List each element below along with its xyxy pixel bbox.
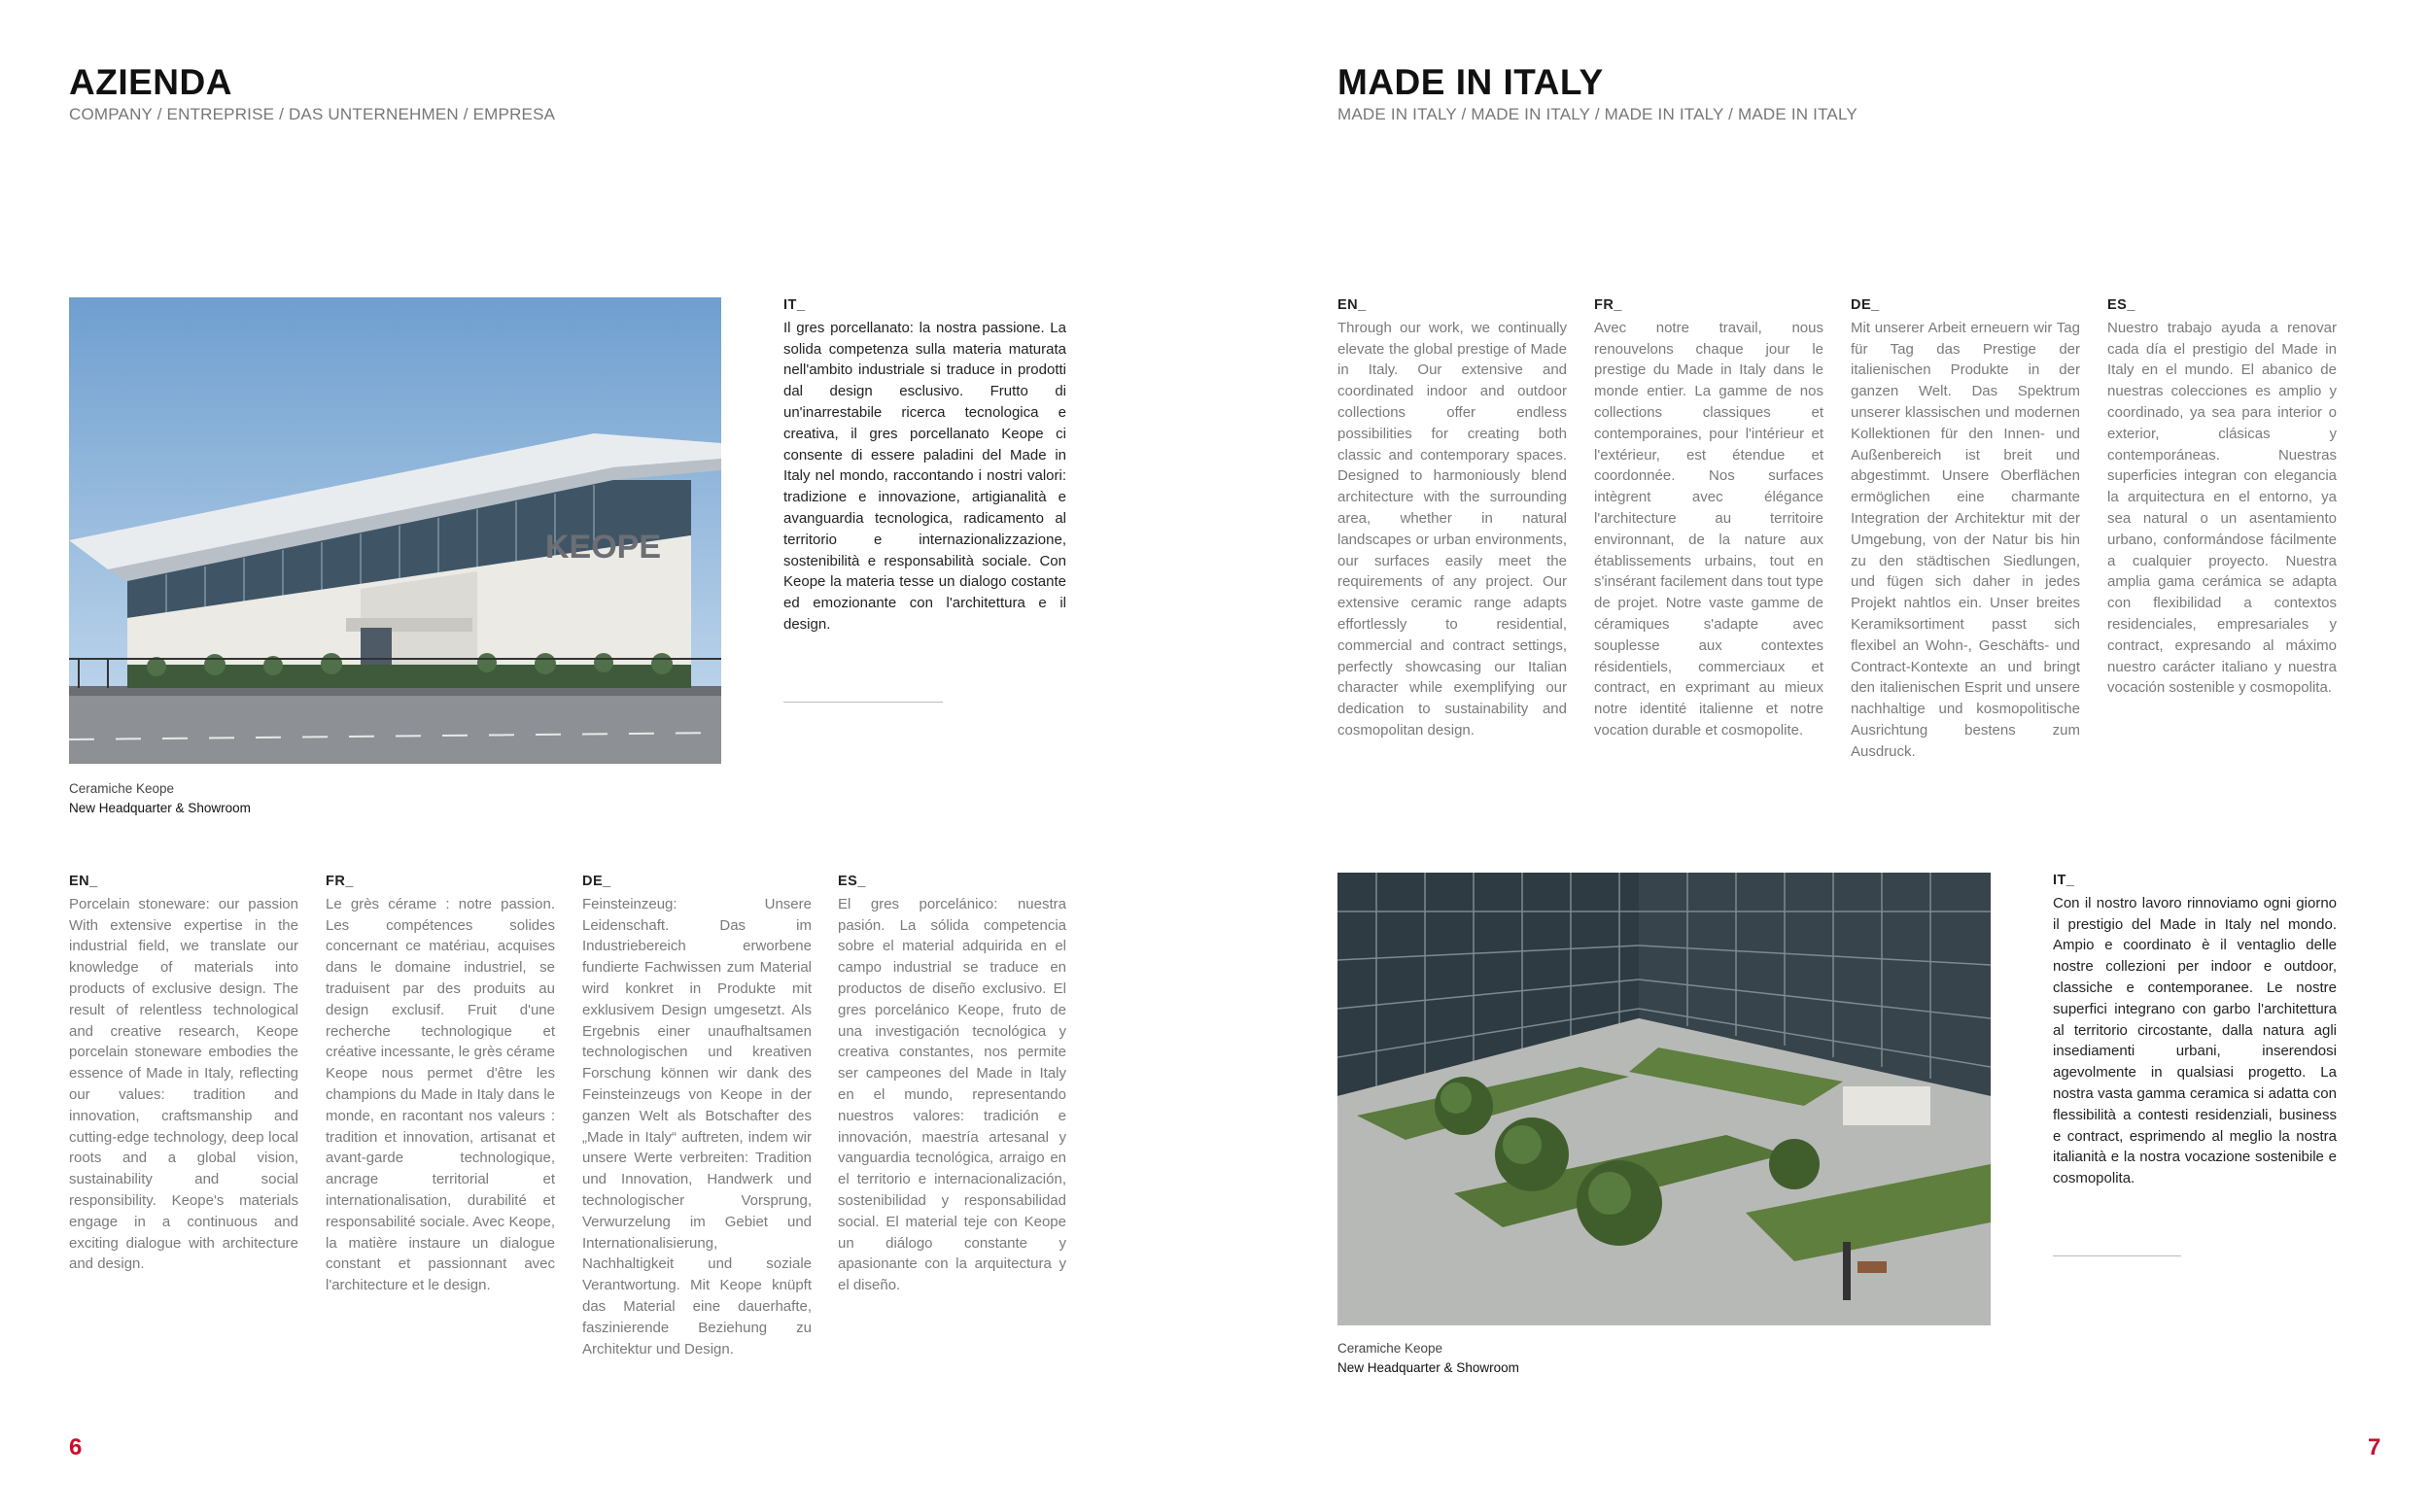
divider-line-left xyxy=(783,702,943,703)
paragraph-es: El gres porcelánico: nuestra pasión. La sólida competencia sobre el material adquirida en el campo industrial se traduce en productos de diseño exclusivo. El gres porcelánico Keope, fruto de una investigación tecnológica y creativa constantes, nos permite ser campeones del Made in Italy en el mundo, representando nuestros valores: tradición e innovación, maestría artesanal y vanguardia tecnológica, arraigo en el territorio e internacionalización, sostenibilidad y responsabilidad social. El material teje con Keope un diálogo constante y apasionante con la arquitectura y el diseño. xyxy=(838,895,1066,1294)
page-number-left: 6 xyxy=(69,1434,83,1460)
language-label-it: IT_ xyxy=(783,297,806,313)
courtyard-photo xyxy=(1337,873,1991,1325)
text-block-fr-left xyxy=(326,872,555,1296)
paragraph-it: Con il nostro lavoro rinnoviamo ogni giorno il prestigio del Made in Italy nel mondo. Ampio e coordinato è il ventaglio delle nostre collezioni per indoor e outdoor, classiche e contemporanee. Le nostre superfici integrano con garbo l'architettura al territorio circostante, dalla natura agli insediamenti urbani, inserendosi agevolmente in qualsiasi progetto. La nostra vasta gamma ceramica si adatta con flessibilità a contesti residenziali, business e contract, esprimendo al meglio la nostra italianità e la nostra vocazione sostenibile e cosmopolita. xyxy=(2053,894,2337,1187)
paragraph-de: Feinsteinzeug: Unsere Leidenschaft. Das im Industriebereich erworbene fundierte Fachwissen zum Material wird konkret in Produkte mit exklusivem Design umgesetzt. Als Ergebnis einer unaufhaltsamen technologischen und kreativen Forschung können wir dank des Feinsteinzeugs von Keope in der ganzen Welt als Botschafter des „Made in Italy“ auftreten, indem wir unsere Werte verbreiten: Tradition und Innovation, Handwerk und technologischer Vorsprung, Verwurzelung im Gebiet und Internationalisierung, Nachhaltigkeit und soziale Verantwortung. Mit Keope knüpft das Material eine dauerhafte, faszinierende Beziehung zu Architektur und Design. xyxy=(582,895,812,1357)
headquarters-photo xyxy=(69,297,721,764)
language-label-de: DE_ xyxy=(1851,297,1880,313)
page-number-right: 7 xyxy=(2368,1434,2381,1460)
page-title-azienda: AZIENDA xyxy=(69,62,232,102)
page-subtitle-company: COMPANY / ENTREPRISE / DAS UNTERNEHMEN / EMPRESA xyxy=(69,105,556,123)
language-label-fr: FR_ xyxy=(1594,297,1622,313)
text-block-es-right xyxy=(2107,295,2337,699)
paragraph-fr: Le grès cérame : notre passion. Les compétences solides concernant ce matériau, acquises dans le domaine industriel, se traduisent par des produits au design exclusif. Fruit d'une recherche technologique et créative incessante, le grès cérame Keope nous permet d'être les champions du Made in Italy dans le monde, en racontant nos valeurs : tradition et innovation, artisanat et avant-garde technologique, ancrage territorial et internationalisation, durabilité et responsabilité sociale. Avec Keope, la matière instaure un dialogue constant et passionnant avec l'architecture et le design. xyxy=(326,895,555,1294)
language-label-en: EN_ xyxy=(69,874,98,889)
text-block-de-left xyxy=(582,872,812,1359)
language-label-es: ES_ xyxy=(838,874,866,889)
language-label-en: EN_ xyxy=(1337,297,1367,313)
page-title-made-in-italy: MADE IN ITALY xyxy=(1337,62,1604,102)
photo-caption-left xyxy=(69,779,251,818)
language-label-es: ES_ xyxy=(2107,297,2135,313)
paragraph-de: Mit unserer Arbeit erneuern wir Tag für Tag das Prestige der italienischen Produkte in der ganzen Welt. Das Spektrum unserer klassischen und modernen Kollektionen für den Innen- und Außenbereich ist breit und abgestimmt. Unsere Oberflächen ermöglichen eine charmante Integration der Architektur mit der Umgebung, von der Natur bis hin zu den städtischen Siedlungen, und fügen sich daher in jedes Projekt nahtlos ein. Unser breites Keramiksortiment passt sich flexibel an Wohn-, Geschäfts- und Contract-Kontexte an und bringt den italienischen Esprit und unsere nachhaltige und kosmopolitische Ausrichtung bestens zum Ausdruck. xyxy=(1851,319,2080,760)
photo-caption-right xyxy=(1337,1339,1519,1378)
text-block-it-right xyxy=(2053,871,2337,1189)
text-block-en-right xyxy=(1337,295,1567,741)
language-label-de: DE_ xyxy=(582,874,611,889)
caption-building-name: New Headquarter & Showroom xyxy=(1337,1360,1519,1375)
paragraph-en: Porcelain stoneware: our passion With extensive expertise in the industrial field, we translate our knowledge of materials into products of exclusive design. The result of relentless technological and creative research, Keope porcelain stoneware embodies the essence of Made in Italy, reflecting our values: tradition and innovation, craftsmanship and cutting-edge technology, deep local roots and a global vision, sustainability and social responsibility. Keope's materials engage in a continuous and exciting dialogue with architecture and design. xyxy=(69,895,298,1273)
paragraph-it: Il gres porcellanato: la nostra passione. La solida competenza sulla materia maturata nell'ambito industriale si traduce in prodotti dal design esclusivo. Frutto di un'inarrestabile ricerca tecnologica e creativa, il gres porcellanato Keope ci consente di essere paladini del Made in Italy nel mondo, raccontando i nostri valori: tradizione e innovazione, artigianalità e avanguardia tecnologica, radicamento al territorio e internazionalizzazione, sostenibilità e responsabilità sociale. Con Keope la materia tesse un dialogo costante ed emozionante con l'architettura e il design. xyxy=(783,319,1066,633)
text-block-it-left xyxy=(783,295,1066,636)
paragraph-en: Through our work, we continually elevate the global prestige of Made in Italy. Our extensive and coordinated indoor and outdoor collections offer endless possibilities for creating both classic and contemporary spaces. Designed to harmoniously blend architecture with the surrounding area, whether in natural landscapes or urban environments, our surfaces easily meet the requirements of any project. Our extensive ceramic range adapts effortlessly to residential, commercial and contract settings, perfectly showcasing our Italian character while exemplifying our dedication to sustainability and cosmopolitan design. xyxy=(1337,319,1567,739)
page-subtitle-made-in-italy: MADE IN ITALY / MADE IN ITALY / MADE IN ITALY / MADE IN ITALY xyxy=(1337,105,1857,123)
caption-company-name: Ceramiche Keope xyxy=(1337,1341,1443,1356)
caption-company-name: Ceramiche Keope xyxy=(69,781,175,796)
language-label-it: IT_ xyxy=(2053,873,2075,888)
caption-building-name: New Headquarter & Showroom xyxy=(69,801,251,815)
text-block-en-left xyxy=(69,872,298,1275)
text-block-de-right xyxy=(1851,295,2080,763)
text-block-es-left xyxy=(838,872,1066,1296)
divider-line-right xyxy=(2053,1255,2181,1256)
keope-building-sign: KEOPE xyxy=(545,529,662,566)
language-label-fr: FR_ xyxy=(326,874,354,889)
paragraph-fr: Avec notre travail, nous renouvelons chaque jour le prestige du Made in Italy dans le monde entier. La gamme de nos collections classiques et contemporaines, pour l'intérieur et l'extérieur, est étendue et coordonnée. Nos surfaces intègrent avec élégance l'architecture au territoire environnant, de la nature aux établissements urbains, tout en s'insérant facilement dans tout type de projet. Notre vaste gamme de céramiques s'adapte avec souplesse aux contextes résidentiels, commerciaux et contract, en exprimant au mieux notre identité italienne et notre vocation durable et cosmopolite. xyxy=(1594,319,1823,739)
text-block-fr-right xyxy=(1594,295,1823,741)
paragraph-es: Nuestro trabajo ayuda a renovar cada día el prestigio del Made in Italy en el mundo. El abanico de nuestras colecciones es amplio y coordinado, ya sea para interior o exterior, clásicas y contemporáneas. Nuestras superficies integran con elegancia la arquitectura en el entorno, ya sea natural o un asentamiento urbano, conformándose fácilmente a cualquier proyecto. Nuestra amplia gama cerámica se adapta con flexibilidad a contextos residenciales, empresariales y contract, expresando al máximo nuestro carácter italiano y nuestra vocación sostenible y cosmopolita. xyxy=(2107,319,2337,697)
